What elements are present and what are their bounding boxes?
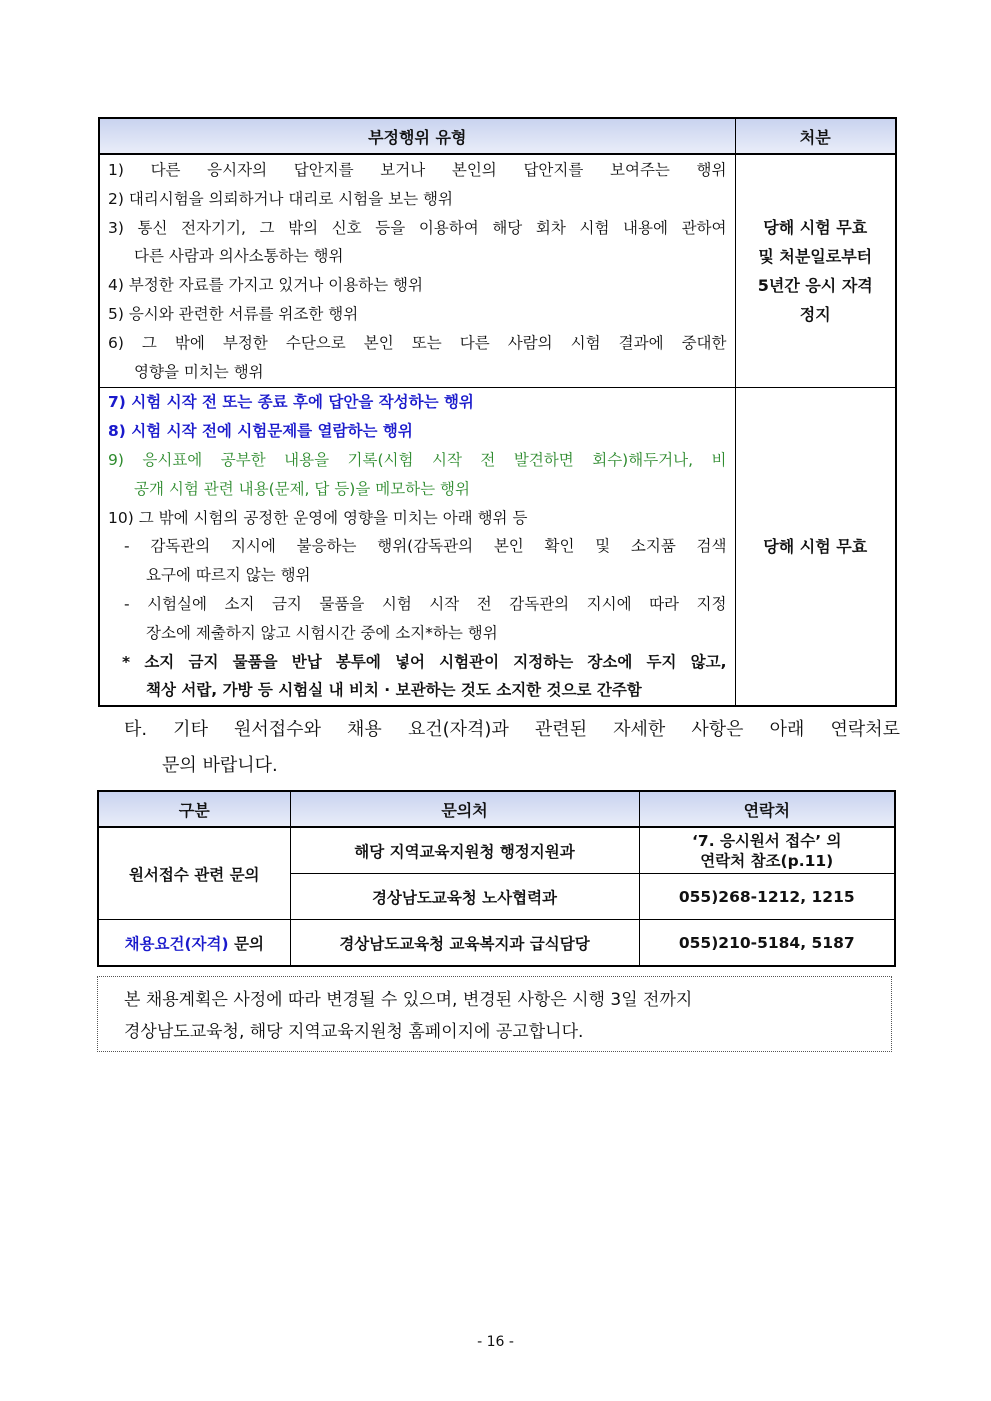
item-10-sub-1-cont: 요구에 따르지 않는 행위 [146, 566, 311, 585]
contact-table-header [98, 791, 895, 827]
misconduct-group-1 [99, 154, 896, 388]
group2-penalty: 당해 시험 무효 [735, 388, 896, 706]
notice-line-2: 경상남도교육청, 해당 지역교육지원청 홈페이지에 공고합니다. [124, 1022, 584, 1042]
misconduct-table [98, 117, 897, 707]
penalty-line: 당해 시험 무효 [763, 218, 868, 238]
category-eligibility-label: 채용요건(자격) [124, 934, 229, 953]
category-eligibility [98, 920, 290, 967]
header-penalty: 처분 [735, 118, 896, 154]
group2-items [99, 388, 735, 706]
change-notice-box [97, 976, 892, 1052]
category-eligibility-suffix: 문의 [228, 934, 264, 953]
item-4: 4) 부정한 자료를 가지고 있거나 이용하는 행위 [108, 276, 423, 295]
item-2: 2) 대리시험을 의뢰하거나 대리로 시험을 보는 행위 [108, 189, 453, 208]
contact-reference-line-2: 연락처 참조(p.11) [700, 851, 834, 870]
header-office: 문의처 [290, 791, 639, 827]
header-misconduct-type: 부정행위 유형 [99, 118, 735, 154]
header-category: 구분 [98, 791, 290, 827]
item-10-sub-1: - 감독관의 지시에 불응하는 행위(감독관의 본인 확인 및 소지품 검색 [124, 537, 727, 556]
penalty-line: 정지 [799, 305, 831, 325]
item-8: 8) 시험 시작 전에 시험문제를 열람하는 행위 [108, 422, 413, 441]
paragraph-line-2: 문의 바랍니다. [162, 755, 278, 776]
item-5: 5) 응시와 관련한 서류를 위조한 행위 [108, 304, 359, 323]
category-application: 원서접수 관련 문의 [98, 827, 290, 920]
item-3: 3) 통신 전자기기, 그 밖의 신호 등을 이용하여 해당 회차 시험 내용에 관하여 [108, 218, 727, 237]
footnote-cont: 책상 서랍, 가방 등 시험실 내 비치 · 보관하는 것도 소지한 것으로 간주함 [146, 681, 642, 700]
item-6-cont: 영향을 미치는 행위 [134, 362, 264, 381]
contact-reference [639, 827, 895, 874]
item-10-sub-2: - 시험실에 소지 금지 물품을 시험 시작 전 감독관의 지시에 따라 지정 [124, 594, 727, 613]
office-labor: 경상남도교육청 노사협력과 [290, 874, 639, 920]
item-10: 10) 그 밖에 시험의 공정한 운영에 영향을 미치는 아래 행위 등 [108, 508, 528, 527]
misconduct-group-2 [99, 388, 896, 706]
group1-items [99, 154, 735, 388]
page-number: - 16 - [477, 1334, 514, 1350]
paragraph-line-1: 타. 기타 원서접수와 채용 요건(자격)과 관련된 자세한 사항은 아래 연락처로 [124, 719, 900, 740]
contact-row [98, 827, 895, 874]
item-6: 6) 그 밖에 부정한 수단으로 본인 또는 다른 사람의 시험 결과에 중대한 [108, 333, 727, 352]
contact-row [98, 920, 895, 967]
contact-table [97, 790, 896, 967]
item-9-cont: 공개 시험 관련 내용(문제, 답 등)을 메모하는 행위 [134, 479, 470, 498]
inquiry-paragraph [124, 712, 900, 784]
item-1: 1) 다른 응시자의 답안지를 보거나 본인의 답안지를 보여주는 행위 [108, 161, 727, 179]
contact-phone-welfare: 055)210-5184, 5187 [639, 920, 895, 967]
item-3-cont: 다른 사람과 의사소통하는 행위 [134, 247, 344, 266]
misconduct-table-header [99, 118, 896, 154]
contact-phone-labor: 055)268-1212, 1215 [639, 874, 895, 920]
item-7: 7) 시험 시작 전 또는 종료 후에 답안을 작성하는 행위 [108, 393, 474, 412]
contact-reference-line-1: ‘7. 응시원서 접수’ 의 [692, 831, 842, 850]
office-welfare: 경상남도교육청 교육복지과 급식담당 [290, 920, 639, 967]
header-contact: 연락처 [639, 791, 895, 827]
item-10-sub-2-cont: 장소에 제출하지 않고 시험시간 중에 소지*하는 행위 [146, 623, 498, 642]
penalty-line: 5년간 응시 자격 [757, 276, 873, 296]
penalty-line: 및 처분일로부터 [758, 247, 873, 267]
office-district: 해당 지역교육지원청 행정지원과 [290, 827, 639, 874]
notice-line-1: 본 채용계획은 사정에 따라 변경될 수 있으며, 변경된 사항은 시행 3일 전까지 [124, 990, 693, 1010]
item-9: 9) 응시표에 공부한 내용을 기록(시험 시작 전 발견하면 회수)해두거나, 비 [108, 450, 727, 469]
footnote: * 소지 금지 물품을 반납 봉투에 넣어 시험관이 지정하는 장소에 두지 않고, [122, 652, 727, 671]
group1-penalty [735, 154, 896, 388]
